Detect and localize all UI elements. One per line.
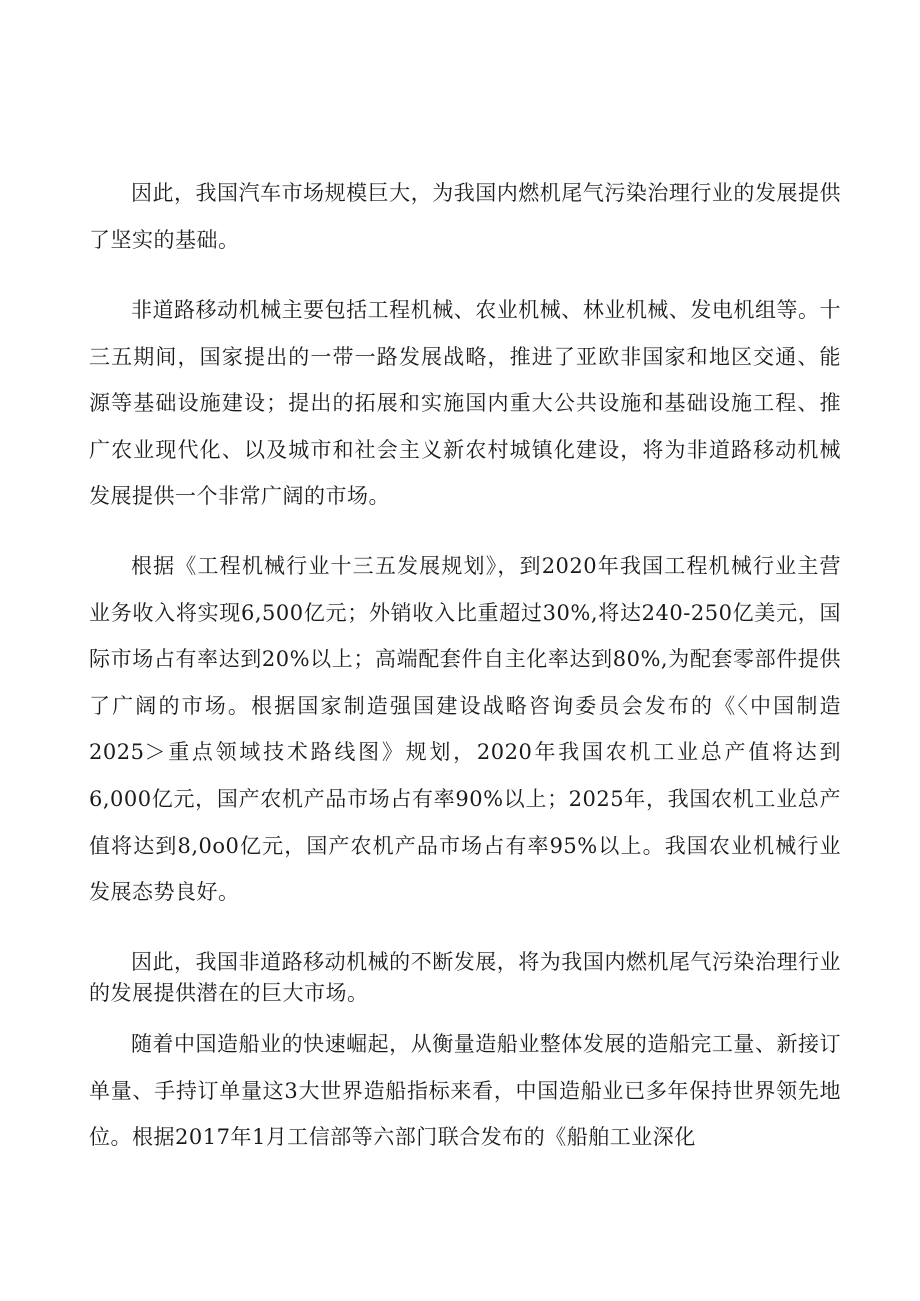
- paragraph-construction-machinery-plan: 根据《工程机械行业十三五发展规划》，到2020年我国工程机械行业主营业务收入将实现6,500亿元；外销收入比重超过30%,将达240-250亿美元，国际市场占有率达到20%以上；高端配套件自主化率达到80%,为配套零部件提供了广阔的市场。根据国家制造强国建设战略咨询委员会发布的《〈中国制造2025＞重点领域技术路线图》规划，2020年我国农机工业总产值将达到6,000亿元，国产农机产品市场占有率90%以上；2025年，我国农机工业总产值将达到8,0o0亿元，国产农机产品市场占有率95%以上。我国农业机械行业发展态势良好。: [89, 554, 841, 905]
- paragraph-non-road-conclusion: 因此，我国非道路移动机械的不断发展，将为我国内燃机尾气污染治理行业的发展提供潜在的巨大市场。: [89, 950, 841, 1005]
- paragraph-shipbuilding: 随着中国造船业的快速崛起，从衡量造船业整体发展的造船完工量、新接订单量、手持订单量这3大世界造船指标来看，中国造船业已多年保持世界领先地位。根据2017年1月工信部等六部门联合发布的《船舶工业深化: [89, 1032, 841, 1150]
- paragraph-automobile-market: 因此，我国汽车市场规模巨大，为我国内燃机尾气污染治理行业的发展提供了坚实的基础。: [89, 181, 841, 252]
- paragraph-non-road-machinery: 非道路移动机械主要包括工程机械、农业机械、林业机械、发电机组等。十三五期间，国家提出的一带一路发展战略，推进了亚欧非国家和地区交通、能源等基础设施建设；提出的拓展和实施国内重大公共设施和基础设施工程、推广农业现代化、以及城市和社会主义新农村城镇化建设，将为非道路移动机械发展提供一个非常广阔的市场。: [89, 298, 841, 509]
